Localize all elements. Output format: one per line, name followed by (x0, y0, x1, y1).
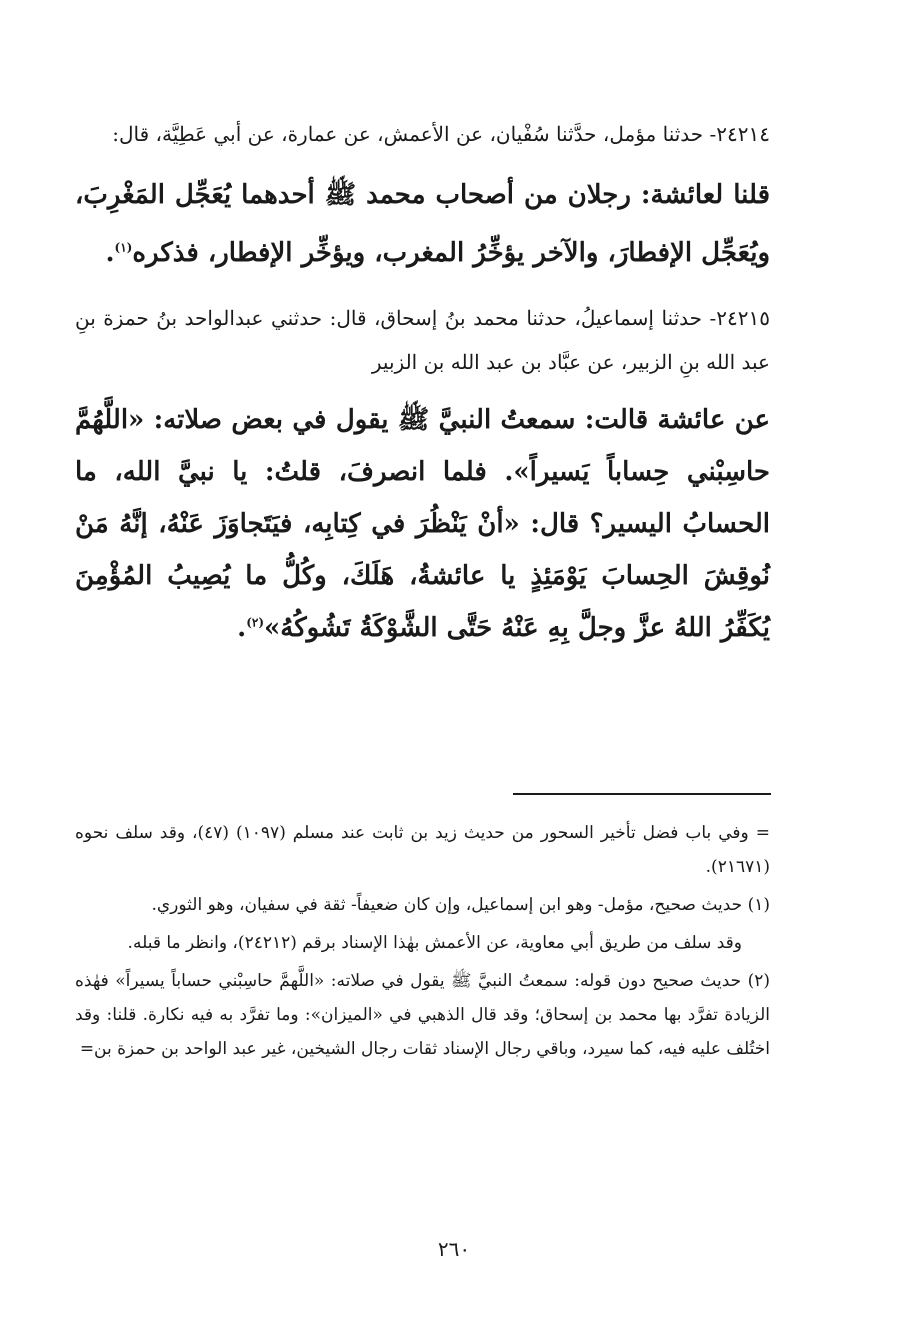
footnote-ref-1: (١) (114, 240, 133, 255)
hadith-24215-matn: عن عائشة قالت: سمعتُ النبيَّ ﷺ يقول في بعض صلاته: «اللَّهُمَّ حاسِبْني حِساباً يَسيراً». فلما انصرفَ، قلتُ: يا نبيَّ الله، ما الحسابُ اليسير؟ قال: «أنْ يَنْظُرَ في كِتابِه، فيَتَجاوَزَ عَنْهُ، إنَّهُ مَنْ نُوقِشَ الحِسابَ يَوْمَئِذٍ يا عائشةُ، هَلَكَ، وكُلُّ ما يُصِيبُ المُؤْمِنَ يُكَفِّرُ اللهُ عزَّ وجلَّ بِهِ عَنْهُ حَتَّى الشَّوْكَةُ تَشُوكُهُ» (75, 405, 770, 643)
footnote-separator (513, 793, 771, 795)
footnote-2: (٢) حديث صحيح دون قوله: سمعتُ النبيَّ ﷺ يقول في صلاته: «اللَّهمَّ حاسِبْني حساباً يسيراً» فهٰذه الزيادة تفرَّد بها محمد بن إسحاق؛ وقد قال الذهبي في «الميزان»: وما تفرَّد به فيه نكارة. قلنا: وقد اختُلف عليه فيه، كما سيرد، وباقي رجال الإسناد ثقات رجال الشيخين، غير عبد الواحد بن حمزة بن= (75, 971, 771, 1059)
main-text (75, 112, 770, 668)
footnote-ref-2: (٢) (246, 615, 265, 630)
hadith-24215-end: . (237, 613, 247, 643)
hadith-24215-chain: ٢٤٢١٥- حدثنا إسماعيلُ، حدثنا محمد بنُ إسحاق، قال: حدثني عبدالواحد بنُ حمزة بنِ عبد الله بنِ الزبير، عن عبَّاد بن عبد الله بن الزبير (75, 306, 770, 374)
hadith-24215-text (75, 394, 770, 654)
footnote-1: (١) حديث صحيح، مؤمل- وهو ابن إسماعيل، وإن كان ضعيفاً- ثقة في سفيان، وهو الثوري. (151, 895, 770, 915)
footnote-1-continued: وقد سلف من طريق أبي معاوية، عن الأعمش بهٰذا الإسناد برقم (٢٤٢١٢)، وانظر ما قبله. (127, 933, 742, 953)
hadith-24214-end: . (105, 238, 115, 268)
footnotes (75, 816, 770, 1070)
hadith-24214-matn: قلنا لعائشة: رجلان من أصحاب محمد ﷺ أحدهما يُعَجِّل المَغْرِبَ، ويُعَجِّل الإفطارَ، والآخر يؤخِّرُ المغرب، ويؤخِّر الإفطار، فذكره (75, 180, 770, 268)
hadith-24214-text (75, 166, 770, 282)
footnote-continuation: = وفي باب فضل تأخير السحور من حديث زيد بن ثابت عند مسلم (١٠٩٧) (٤٧)، وقد سلف نحوه (٢١٦٧١). (75, 823, 770, 877)
hadith-24214-chain: ٢٤٢١٤- حدثنا مؤمل، حدَّثنا سُفْيان، عن الأعمش، عن عمارة، عن أبي عَطِيَّة، قال: (112, 122, 770, 146)
page-number: ٢٦٠ (437, 1237, 471, 1261)
